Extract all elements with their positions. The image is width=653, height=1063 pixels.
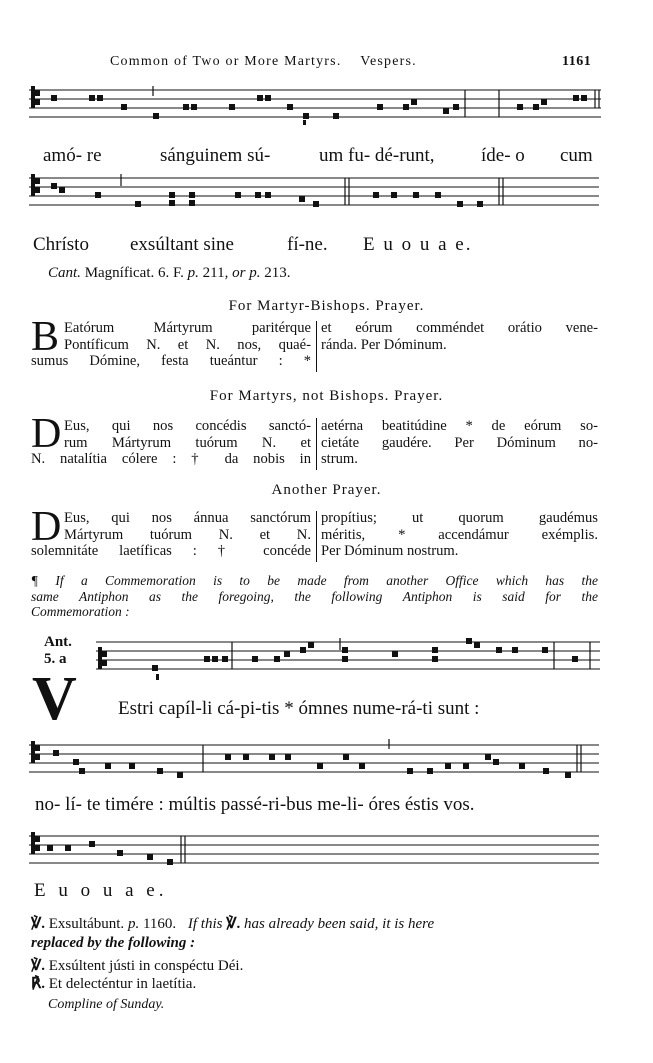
canticle-text: Magníficat. 6. F.	[84, 265, 184, 281]
lyric-syllable: um fu- dé-runt,	[319, 145, 435, 166]
versicle-rubric: has already been said, it is here	[244, 916, 435, 932]
prayer-title: For Martyr-Bishops. Prayer.	[228, 298, 425, 314]
versicle-2	[31, 957, 243, 975]
prayer-right-column	[321, 510, 598, 560]
lyric-syllable: sánguinem sú-	[160, 145, 271, 166]
ant-label: Ant.	[44, 634, 72, 650]
prayer-line: Mártyrum tuórum N. et N.	[64, 526, 311, 543]
page-abbrev: p.	[127, 916, 140, 932]
prayer-line: strum.	[321, 451, 358, 467]
response-text: Et delecténtur in laetítia.	[48, 976, 197, 992]
rubric-line: Commemoration :	[31, 604, 130, 619]
mode-label: 5. a	[44, 651, 67, 667]
versicle-mark: ℣.	[31, 916, 46, 932]
running-title	[110, 54, 417, 70]
prayer-right-column	[321, 418, 598, 468]
prayer-left-column	[31, 510, 311, 560]
prayer-line: solemnitáte laetíficas : † concéde	[31, 543, 311, 559]
antiphon-staff-2	[29, 735, 599, 785]
prayer-line: cietáte gaudére. Per Dóminum no-	[321, 434, 598, 451]
prayer-line: ránda. Per Dóminum.	[321, 336, 447, 353]
canticle-label: Cant.	[48, 265, 81, 281]
prayer-line: rum Mártyrum tuórum N. et	[64, 434, 311, 451]
prayer-title: Another Prayer.	[271, 482, 382, 498]
column-rule	[316, 321, 317, 372]
prayer-left-column	[31, 418, 311, 468]
prayer-line: Eus, qui nos concédis sanctó-	[64, 418, 311, 434]
response-mark: ℟.	[31, 976, 46, 992]
column-rule	[316, 511, 317, 562]
antiphon-staff-3	[29, 830, 599, 874]
prayer-line: aetérna beatitúdine * de eórum so-	[321, 418, 598, 434]
versicle-rubric-continued: replaced by the following :	[31, 935, 196, 951]
drop-initial: B	[31, 314, 60, 360]
lyric-syllable: exsúltant sine	[130, 234, 234, 255]
page-ref: 213.	[264, 265, 291, 281]
versicle-text: Exsúltent jústi in conspéctu Déi.	[48, 958, 244, 974]
chant-staff-2	[29, 172, 599, 214]
antiphon-staff-1	[96, 630, 600, 692]
prayer-line: Eus, qui nos ánnua sanctórum	[64, 510, 311, 526]
versicle-mark: ℣.	[31, 958, 46, 974]
prayer-line: et eórum comméndet orátio vene-	[321, 320, 598, 336]
prayer-line: sumus Dómine, festa tueántur : *	[31, 353, 311, 369]
column-rule	[316, 418, 317, 470]
versicle-1	[31, 915, 434, 933]
or-word: or	[232, 265, 246, 281]
hour-title: Vespers.	[360, 54, 417, 69]
prayer-line: N. natalítia cólere : † da nobis in	[31, 451, 311, 467]
antiphon-lyric-line-1: Estri capíl-li cá-pi-tis * ómnes nume-rá-ti sunt :	[118, 698, 480, 719]
lyric-syllable: amó- re	[43, 145, 102, 166]
prayer-left-column	[31, 320, 311, 370]
lyric-syllable: íde- o	[481, 145, 525, 166]
prayer-line: méritis, * accendámur exémplis.	[321, 526, 598, 543]
response-2	[31, 975, 196, 993]
versicle-text: Exsultábunt.	[48, 916, 125, 932]
rubric-line: ¶ If a Commemoration is to be made from another Office which has the	[31, 573, 598, 588]
antiphon-lyric-line-2: no- lí- te timére : múltis passé-ri-bus me-li- óres éstis vos.	[35, 794, 475, 815]
versicle-rubric: If this	[187, 916, 223, 932]
page-abbrev: p.	[187, 265, 199, 281]
rubric	[31, 573, 598, 620]
section-title: Common of Two or More Martyrs.	[110, 54, 342, 69]
prayer-line: Per Dóminum nostrum.	[321, 543, 459, 559]
versicle-mark: ℣.	[226, 916, 241, 932]
lyric-syllable: Chrísto	[33, 234, 89, 255]
drop-initial: D	[31, 411, 62, 457]
lyric-syllable: cum	[560, 145, 593, 166]
prayer-title: For Martyrs, not Bishops. Prayer.	[209, 388, 444, 404]
footer-reference: Compline of Sunday.	[48, 997, 165, 1012]
rubric-line: same Antiphon as the foregoing, the following Antiphon is said for the	[31, 588, 598, 604]
antiphon-euouae: E u o u a e.	[34, 880, 168, 901]
prayer-right-column	[321, 320, 598, 353]
antiphon-initial: V	[32, 665, 77, 733]
page-abbrev: p.	[249, 265, 261, 281]
prayer-line: Eatórum Mártyrum paritérque	[64, 320, 311, 336]
canticle-reference	[48, 265, 290, 282]
drop-initial: D	[31, 504, 62, 550]
page-number: 1161	[562, 54, 592, 69]
page-ref: 1160.	[142, 916, 177, 932]
antiphon-label	[44, 634, 72, 668]
lyric-syllable: fí-ne.	[287, 234, 328, 255]
prayer-line: propítius; ut quorum gaudémus	[321, 510, 598, 526]
page-ref: 211,	[202, 265, 229, 281]
prayer-line: Pontíficum N. et N. nos, quaé-	[64, 336, 311, 353]
chant-staff-1	[29, 84, 601, 126]
lyric-euouae: E u o u a e.	[363, 234, 473, 255]
